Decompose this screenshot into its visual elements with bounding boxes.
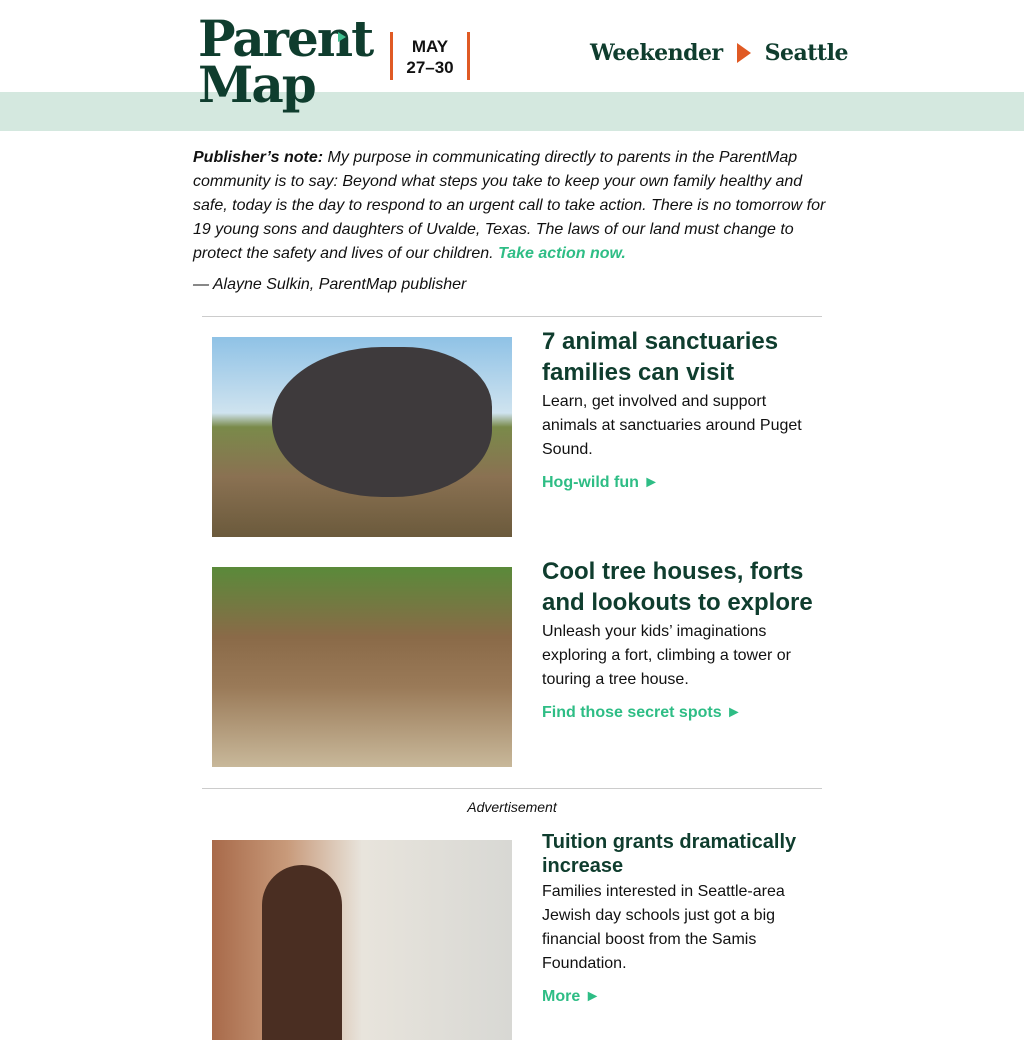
take-action-link[interactable]: Take action now. [498, 245, 626, 262]
article-link[interactable]: Find those secret spots ► [542, 704, 742, 721]
logo-line2: Map [198, 55, 315, 114]
article-desc: Families interested in Seattle-area Jewish day schools just got a big financial boost from the Samis Foundation. [542, 883, 785, 972]
article-title[interactable]: Tuition grants dramatically increase [542, 831, 797, 877]
students-image[interactable] [212, 840, 512, 1040]
article-title[interactable]: 7 animal sanctuaries families can visit [542, 328, 779, 386]
pig-shape [272, 347, 492, 497]
article-desc: Unleash your kids’ imaginations exploring a fort, climbing a tower or touring a tree house. [542, 623, 791, 688]
section-name: Weekender [590, 40, 723, 66]
note-label: Publisher’s note: [193, 149, 324, 166]
student-shape [262, 865, 342, 1040]
note-text: My purpose in communicating directly to parents in the ParentMap community is to say: Beyond what steps you take to keep your own family healthy and safe, today is the day to respond to an urgent call to take action. There is no tomorrow for 19 young sons and daughters of Uvalde, Texas. The laws of our land must change to protect the safety and lives of our children. [193, 149, 826, 262]
header-band [0, 92, 1024, 131]
arrow-right-icon [737, 43, 751, 63]
parentmap-logo[interactable] [198, 9, 373, 114]
publisher-note [193, 146, 828, 266]
article-desc: Learn, get involved and support animals at sanctuaries around Puget Sound. [542, 393, 802, 458]
article-3 [542, 830, 817, 1006]
article-2 [542, 556, 817, 722]
article-title[interactable]: Cool tree houses, forts and lookouts to explore [542, 558, 813, 616]
byline: — Alayne Sulkin, ParentMap publisher [193, 276, 467, 293]
date-range: 27–30 [406, 58, 454, 77]
article-link[interactable]: More ► [542, 988, 601, 1005]
article-link[interactable]: Hog-wild fun ► [542, 474, 660, 491]
date-badge [390, 32, 470, 80]
logo-line1: Parent [198, 9, 373, 68]
newsletter-title [590, 40, 848, 66]
advertisement-label: Advertisement [467, 799, 557, 815]
date-month: MAY [411, 37, 449, 56]
logo-triangle-icon [338, 32, 346, 42]
divider [202, 316, 822, 317]
pig-image[interactable] [212, 337, 512, 537]
treehouse-image[interactable] [212, 567, 512, 767]
city-name: Seattle [764, 40, 848, 66]
divider [202, 788, 822, 789]
article-1 [542, 326, 817, 492]
